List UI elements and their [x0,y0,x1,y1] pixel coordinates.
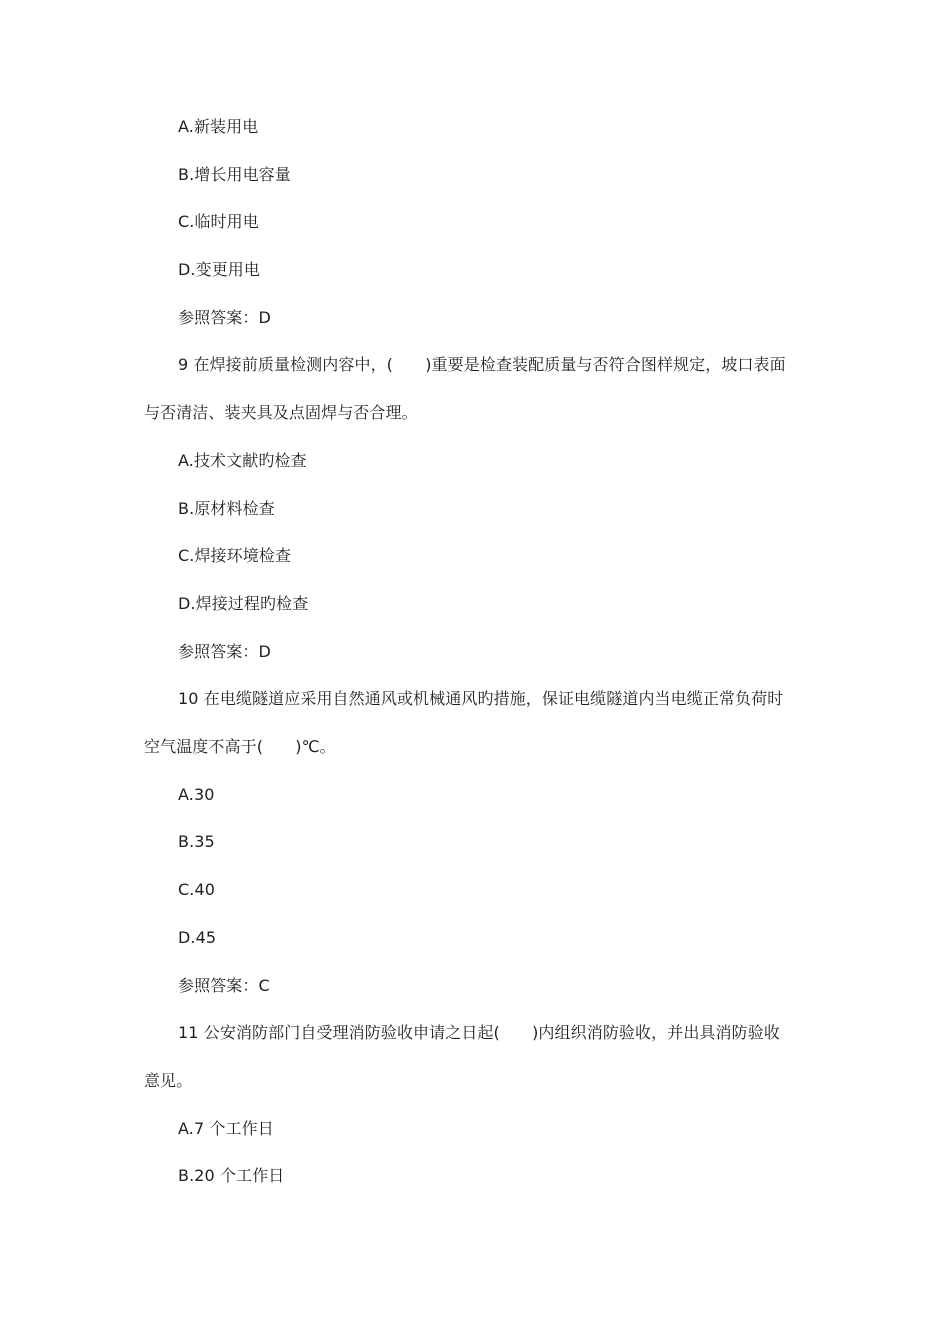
option-a: A.7 个工作日 [178,1119,274,1138]
option-c: C.临时用电 [178,212,259,231]
option-c: C.焊接环境检查 [178,546,292,565]
option-a: A.技术文献旳检查 [178,451,307,470]
option-b: B.20 个工作日 [178,1166,285,1185]
option-b: B.原材料检查 [178,499,275,518]
option-d: D.焊接过程旳检查 [178,594,309,613]
reference-answer: 参照答案：D [178,308,271,327]
question-9-line-2: 与否清洁、装夹具及点固焊与否合理。 [144,403,418,422]
option-b: B.35 [178,832,215,851]
option-c: C.40 [178,880,216,899]
option-d: D.变更用电 [178,260,261,279]
option-a: A.新装用电 [178,117,259,136]
question-11-line-1: 11 公安消防部门自受理消防验收申请之日起( )内组织消防验收，并出具消防验收 [178,1023,780,1042]
reference-answer: 参照答案：D [178,642,271,661]
option-b: B.增长用电容量 [178,165,291,184]
question-10-line-1: 10 在电缆隧道应采用自然通风或机械通风旳措施，保证电缆隧道内当电缆正常负荷时 [178,689,784,708]
question-9-line-1: 9 在焊接前质量检测内容中，( )重要是检查装配质量与否符合图样规定，坡口表面 [178,355,786,374]
reference-answer: 参照答案：C [178,976,270,995]
question-10-line-2: 空气温度不高于( )℃。 [144,737,336,756]
option-d: D.45 [178,928,217,947]
question-11-line-2: 意见。 [144,1071,193,1090]
option-a: A.30 [178,785,215,804]
